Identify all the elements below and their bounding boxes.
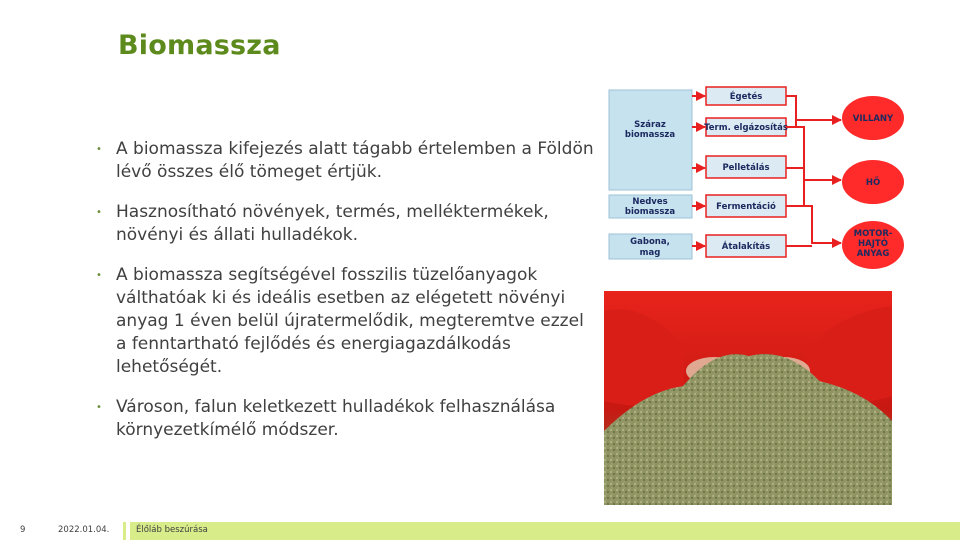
svg-text:MOTOR- bbox=[854, 229, 893, 239]
footer-separator bbox=[126, 522, 130, 540]
source-dry-line1: Száraz bbox=[634, 120, 666, 130]
svg-text:HŐ bbox=[866, 177, 880, 188]
svg-text:ANYAG bbox=[857, 249, 890, 259]
svg-text:VILLANY bbox=[853, 114, 894, 124]
svg-text:Átalakítás bbox=[722, 240, 770, 252]
source-dry-line2: biomassza bbox=[624, 130, 676, 140]
svg-text:Pelletálás bbox=[722, 163, 769, 173]
bullet-item bbox=[96, 138, 596, 184]
bullet-marker-icon: • bbox=[96, 402, 102, 413]
bullet-item bbox=[96, 201, 596, 247]
bullet-text: A biomassza kifejezés alatt tágabb értelemben a Földön lévő összes élő tömeget értjük. bbox=[116, 139, 594, 182]
process-conversion-label: Átalakítás bbox=[721, 242, 771, 252]
source-grain-line2: mag bbox=[639, 248, 661, 258]
svg-text:HAJTÓ bbox=[858, 237, 888, 249]
biomass-flow-diagram bbox=[608, 84, 912, 270]
footer-date: 2022.01.04. bbox=[58, 525, 110, 535]
bullet-item bbox=[96, 396, 596, 442]
bullet-text: A biomassza segítségével fosszilis tüzelőanyagok válthatóak ki és ideális esetben az elégetett növényi anyag 1 éven belül újratermelődik, megteremtve ezzel a fenntartható fejlődés és energiagazdálkodás lehetőségét. bbox=[116, 265, 584, 377]
process-fermentation-label: Fermentáció bbox=[716, 202, 776, 212]
svg-text:Gabona, bbox=[630, 237, 670, 247]
source-wet-line1: Nedves bbox=[632, 197, 668, 207]
svg-text:mag bbox=[640, 248, 661, 258]
svg-text:Fermentáció bbox=[716, 201, 776, 212]
page-number: 9 bbox=[20, 525, 26, 535]
svg-text:biomassza bbox=[625, 130, 675, 140]
svg-text:biomassza bbox=[625, 207, 675, 217]
output-fuel-line2: HAJTÓ bbox=[858, 239, 888, 249]
process-gasification-label: Term. elgázosítás bbox=[704, 123, 788, 133]
bullet-marker-icon: • bbox=[96, 144, 102, 155]
bullet-text: Városon, falun keletkezett hulladékok felhasználása környezetkímélő módszer. bbox=[116, 397, 556, 440]
svg-text:Nedves bbox=[632, 197, 667, 207]
svg-text:Term. elgázosítás bbox=[704, 123, 788, 133]
process-burning-label: Égetés bbox=[729, 92, 763, 102]
bullet-item bbox=[96, 264, 596, 379]
output-heat-label: HŐ bbox=[865, 178, 881, 188]
footer-separator bbox=[119, 522, 123, 540]
bullet-text: Hasznosítható növények, termés, melléktermékek, növényi és állati hulladékok. bbox=[116, 202, 549, 245]
output-fuel-line1: MOTOR- bbox=[853, 229, 893, 239]
source-box-dry bbox=[609, 90, 692, 190]
svg-text:Égetés bbox=[730, 90, 763, 102]
bullet-marker-icon: • bbox=[96, 270, 102, 281]
slide-title: Biomassza bbox=[118, 30, 281, 61]
svg-text:Száraz bbox=[634, 120, 666, 130]
biomass-pellets-in-hands-photo bbox=[604, 291, 892, 505]
source-wet-line2: biomassza bbox=[624, 207, 676, 217]
source-grain-line1: Gabona, bbox=[630, 237, 670, 247]
bullet-marker-icon: • bbox=[96, 207, 102, 218]
output-fuel-line3: ANYAG bbox=[856, 249, 890, 259]
process-pelleting-label: Pelletálás bbox=[722, 163, 770, 173]
footer-placeholder[interactable]: Élőláb beszúrása bbox=[136, 525, 208, 535]
bullet-list bbox=[96, 138, 596, 459]
output-electricity-label: VILLANY bbox=[852, 114, 894, 124]
